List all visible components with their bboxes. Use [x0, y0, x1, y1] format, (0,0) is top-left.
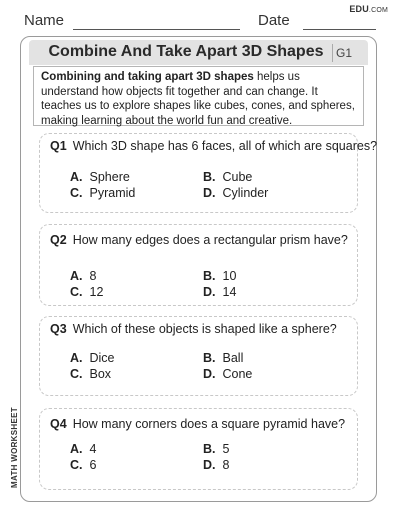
- q1-option-a[interactable]: A. Sphere: [70, 170, 130, 184]
- question-text: Which of these objects is shaped like a sphere?: [72, 322, 337, 336]
- intro-bold: Combining and taking apart 3D shapes: [41, 71, 254, 83]
- worksheet-title: Combine And Take Apart 3D Shapes: [48, 43, 324, 60]
- question-number: Q3: [50, 322, 67, 336]
- question-2: [50, 233, 348, 247]
- q3-option-a[interactable]: A. Dice: [70, 351, 115, 365]
- q2-option-b[interactable]: B. 10: [203, 269, 237, 283]
- question-text: Which 3D shape has 6 faces, all of which are squares?: [72, 139, 378, 153]
- q1-option-c[interactable]: C. Pyramid: [70, 186, 136, 200]
- q1-option-b[interactable]: B. Cube: [203, 170, 253, 184]
- brand-logo: [349, 4, 388, 14]
- q3-option-b[interactable]: B. Ball: [203, 351, 244, 365]
- question-text: How many edges does a rectangular prism have?: [72, 233, 348, 247]
- question-3: [50, 322, 337, 336]
- q2-option-c[interactable]: C. 12: [70, 285, 104, 299]
- brand-main: EDU: [349, 4, 369, 14]
- question-1: [50, 139, 377, 153]
- q4-option-d[interactable]: D. 8: [203, 458, 230, 472]
- q1-option-d[interactable]: D. Cylinder: [203, 186, 269, 200]
- q4-option-c[interactable]: C. 6: [70, 458, 97, 472]
- q4-option-b[interactable]: B. 5: [203, 442, 230, 456]
- intro-text: helps us understand how objects fit together and can change. It teaches us to explore shapes like cubes, cones, and spheres, making learning about the world fun and creative.: [41, 71, 355, 127]
- q3-option-c[interactable]: C. Box: [70, 367, 112, 381]
- question-number: Q4: [50, 417, 67, 431]
- q2-option-d[interactable]: D. 14: [203, 285, 237, 299]
- date-label: Date: [258, 12, 290, 29]
- grade-badge: G1: [336, 46, 353, 60]
- brand-domain: .COM: [368, 7, 388, 14]
- question-4: [50, 417, 345, 431]
- name-label: Name: [24, 12, 65, 29]
- q4-option-a[interactable]: A. 4: [70, 442, 97, 456]
- date-line[interactable]: [303, 29, 376, 30]
- name-line[interactable]: [73, 29, 240, 30]
- question-number: Q1: [50, 139, 67, 153]
- question-text: How many corners does a square pyramid have?: [72, 417, 346, 431]
- question-number: Q2: [50, 233, 67, 247]
- q2-option-a[interactable]: A. 8: [70, 269, 97, 283]
- side-label: MATH WORKSHEET: [10, 407, 19, 488]
- intro-paragraph: [33, 66, 364, 126]
- q3-option-d[interactable]: D. Cone: [203, 367, 253, 381]
- grade-divider: [332, 44, 333, 62]
